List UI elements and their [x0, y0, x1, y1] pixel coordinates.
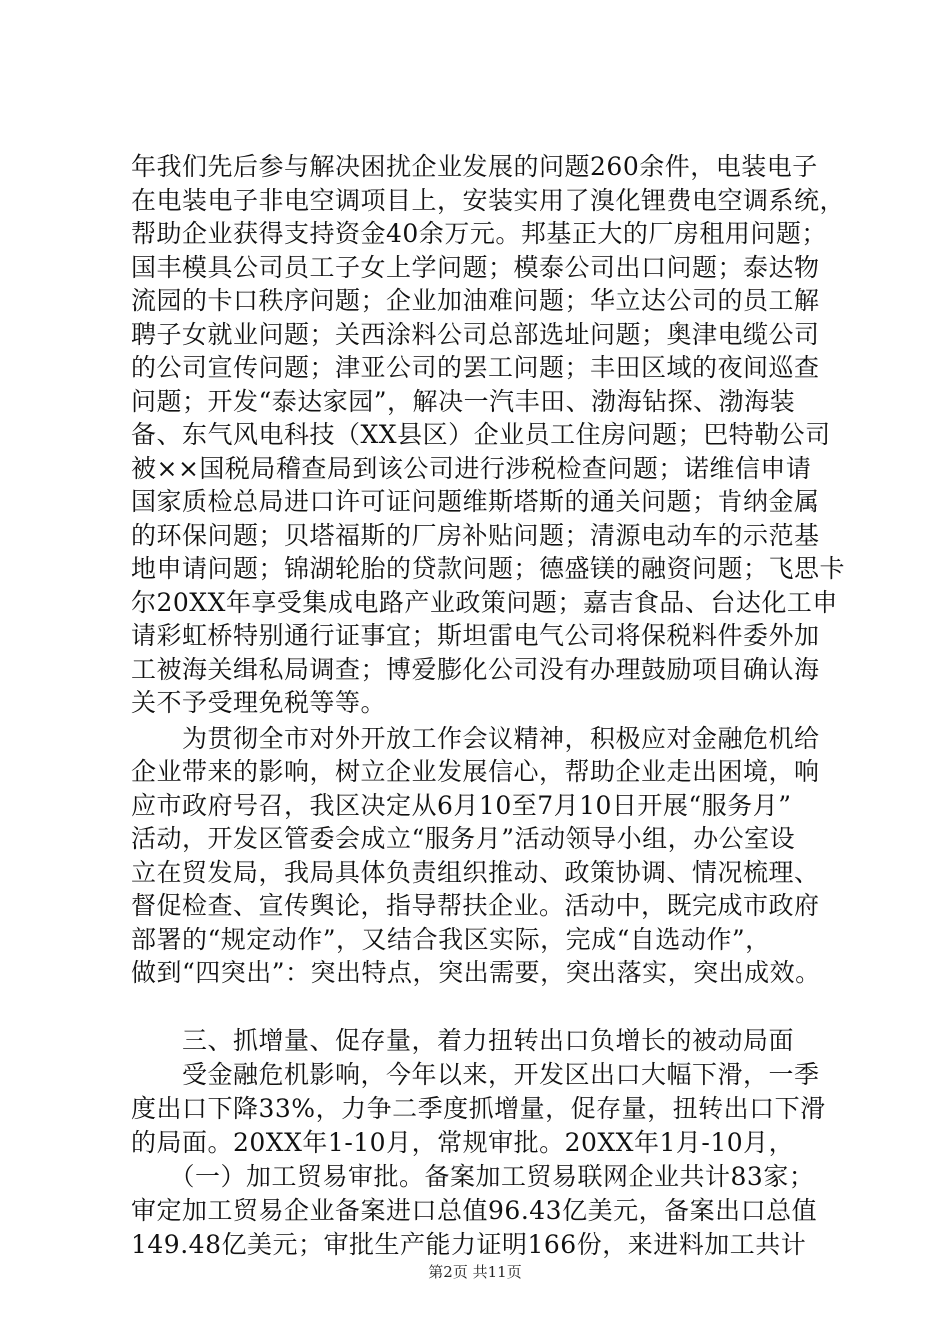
text-line: 在电装电子非电空调项目上，安装实用了溴化锂费电空调系统， [131, 185, 846, 215]
text-line: 审定加工贸易企业备案进口总值96.43亿美元，备案出口总值 [131, 1196, 818, 1225]
text-line: 督促检查、宣传舆论，指导帮扶企业。活动中，既完成市政府 [131, 891, 820, 920]
text-line: 的公司宣传问题；津亚公司的罢工问题；丰田区域的夜间巡查 [131, 353, 820, 382]
text-line: 聘子女就业问题；关西涂料公司总部选址问题；奥津电缆公司 [131, 319, 820, 349]
text-line: 应市政府号召，我区决定从6月10至7月10日开展“服务月” [131, 790, 792, 820]
text-line: 请彩虹桥特别通行证事宜；斯坦雷电气公司将保税料件委外加 [131, 621, 820, 650]
text-line: 地申请问题；锦湖轮胎的贷款问题；德盛镁的融资问题；飞思卡 [131, 554, 846, 583]
text-line: 被××国税局稽查局到该公司进行涉税检查问题；诺维信申请 [131, 453, 812, 483]
text-line: 关不予受理免税等等。 [131, 688, 387, 717]
text-line: 的环保问题；贝塔福斯的厂房补贴问题；清源电动车的示范基 [131, 520, 820, 550]
text-line: 帮助企业获得支持资金40余万元。邦基正大的厂房租用问题； [131, 219, 827, 248]
text-line: 问题；开发“泰达家园”，解决一汽丰田、渤海钻探、渤海装 [131, 386, 796, 416]
text-line: （一）加工贸易审批。备案加工贸易联网企业共计83家； [131, 1162, 815, 1191]
page-number-footer: 第2页 共11页 [428, 1263, 522, 1281]
section-heading: 三、抓增量、促存量，着力扭转出口负增长的被动局面 [131, 1026, 795, 1055]
text-line: 国丰模具公司员工子女上学问题；模泰公司出口问题；泰达物 [131, 252, 820, 282]
text-line: 备、东气风电科技（XX县区）企业员工住房问题；巴特勒公司 [131, 420, 831, 449]
text-line: 做到“四突出”：突出特点，突出需要，突出落实，突出成效。 [131, 958, 821, 987]
text-line: 部署的“规定动作”，又结合我区实际，完成“自选动作”， [131, 924, 771, 954]
text-line: 的局面。20XX年1-10月，常规审批。20XX年1月-10月， [131, 1128, 795, 1157]
text-line: 为贯彻全市对外开放工作会议精神，积极应对金融危机给 [131, 723, 820, 753]
text-line: 尔20XX年享受集成电路产业政策问题；嘉吉食品、台达化工申 [131, 587, 838, 617]
text-line: 流园的卡口秩序问题；企业加油难问题；华立达公司的员工解 [131, 286, 820, 315]
text-line: 工被海关缉私局调查；博爱膨化公司没有办理鼓励项目确认海 [131, 654, 820, 684]
text-line: 149.48亿美元；审批生产能力证明166份，来进料加工共计 [131, 1230, 807, 1259]
text-line: 国家质检总局进口许可证问题维斯塔斯的通关问题；肯纳金属 [131, 487, 820, 516]
text-line: 受金融危机影响，今年以来，开发区出口大幅下滑，一季 [131, 1060, 820, 1089]
text-line: 度出口下降33%，力争二季度抓增量，促存量，扭转出口下滑 [131, 1094, 826, 1123]
text-line: 立在贸发局，我局具体负责组织推动、政策协调、情况梳理、 [131, 857, 820, 887]
text-line: 企业带来的影响，树立企业发展信心，帮助企业走出困境，响 [131, 757, 820, 786]
text-line: 年我们先后参与解决困扰企业发展的问题260余件，电装电子 [131, 152, 818, 181]
text-line: 活动，开发区管委会成立“服务月”活动领导小组，办公室设 [131, 824, 796, 853]
